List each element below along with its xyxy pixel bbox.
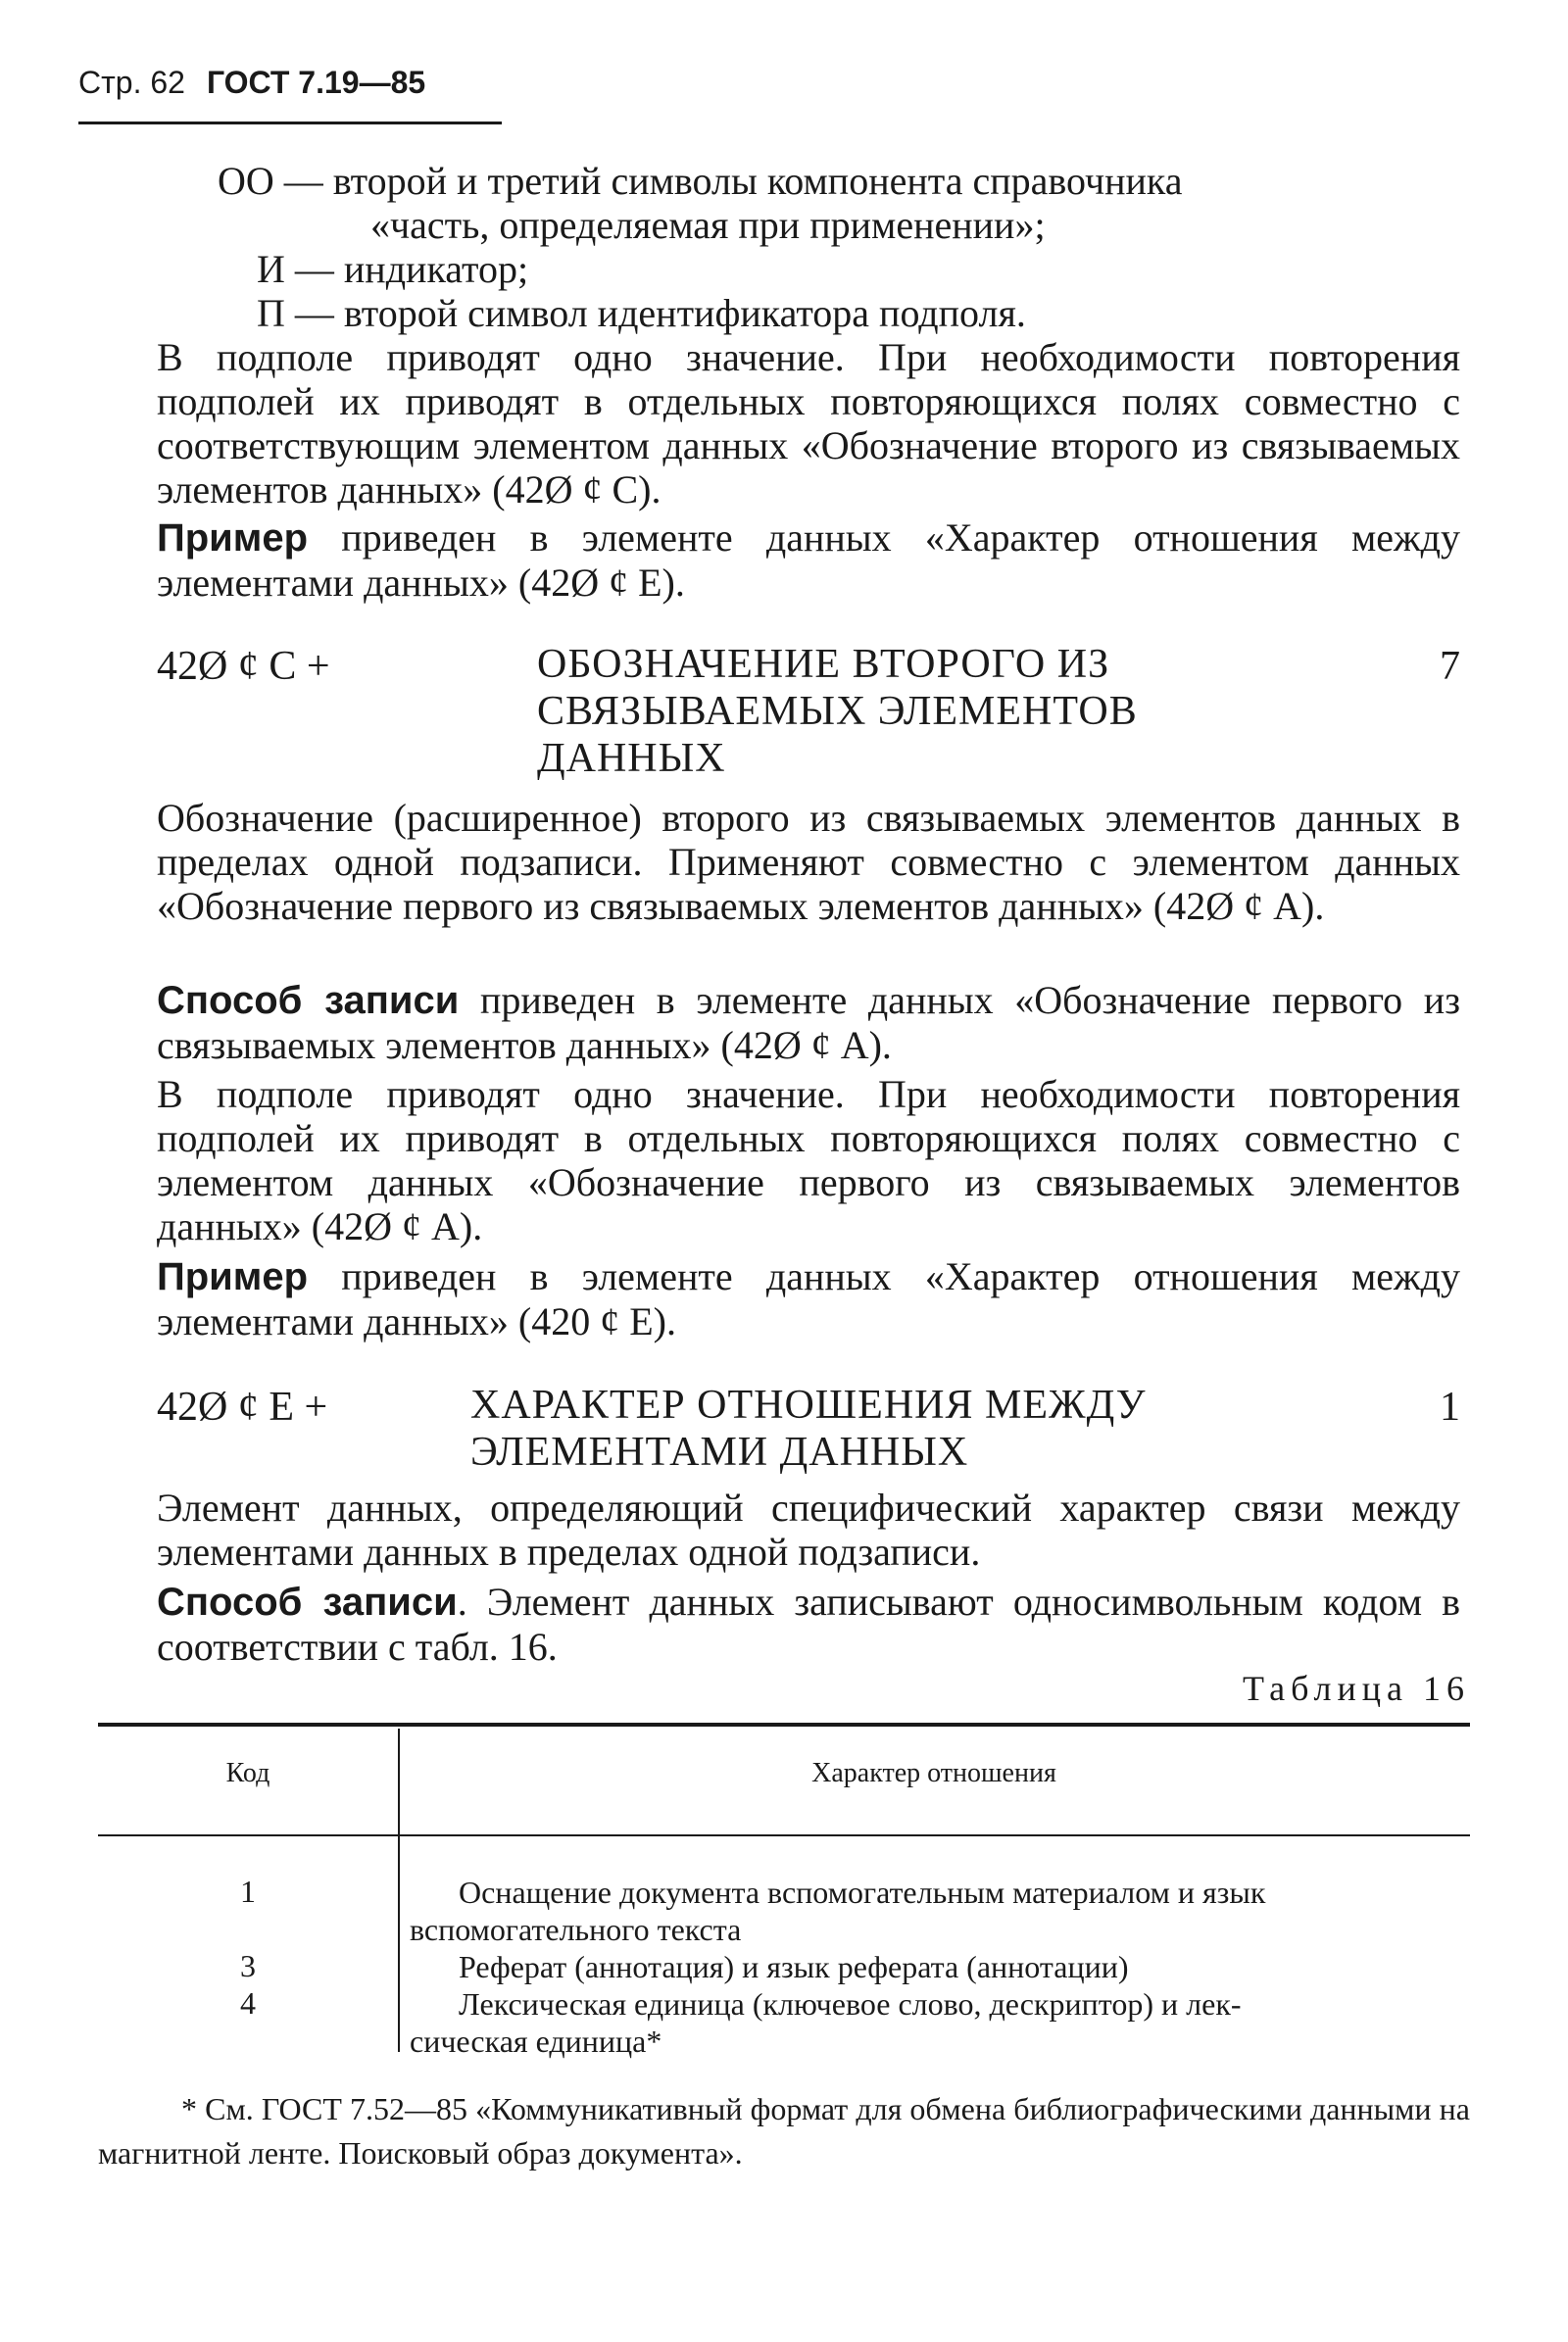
section-e-title-line: ЭЛЕМЕНТАМИ ДАННЫХ xyxy=(470,1430,969,1475)
description-line: Реферат (аннотация) и язык реферата (аннотации) xyxy=(459,1949,1129,1984)
table-header-relation: Характер отношения xyxy=(811,1758,1056,1788)
header-rule xyxy=(78,122,502,124)
recording-method-text: приведен в элементе данных «Обозначение первого из связываемых элементов данных» (42Ø ȼ А). xyxy=(157,978,1460,1067)
paragraph-repeat-note: В подполе приводят одно значение. При необходимости повторения подполей их приводят в отдельных повторяющихся полях совместно с соответствующим элементом данных «Обозначение второго из связываемых элементов данных» (42Ø ȼ С). xyxy=(157,335,1460,512)
definition-p xyxy=(257,291,1026,335)
section-e-description: Элемент данных, определяющий специфический характер связи между элементами данных в пределах одной подзаписи. xyxy=(157,1486,1460,1574)
section-c-code: 42Ø ȼ С + xyxy=(157,644,330,689)
definition-key: И xyxy=(257,247,285,291)
section-e-title xyxy=(470,1382,1147,1476)
section-c-example xyxy=(157,1254,1460,1343)
table-row-code: 1 xyxy=(240,1874,256,1909)
section-e-number: 1 xyxy=(1440,1385,1460,1430)
table-header-rule xyxy=(98,1834,1470,1836)
example-label: Пример xyxy=(157,516,309,560)
definition-key: ОО xyxy=(218,159,274,203)
page-number: Стр. 62 xyxy=(78,65,185,100)
recording-method-label: Способ записи xyxy=(157,979,460,1022)
table-caption: Таблица 16 xyxy=(1243,1669,1470,1708)
recording-method-text: . Элемент данных записывают односимвольным кодом в соответствии с табл. 16. xyxy=(157,1580,1460,1669)
table-row-code: 4 xyxy=(240,1985,256,2021)
section-c-number: 7 xyxy=(1440,644,1460,689)
section-c-recording-method xyxy=(157,978,1460,1067)
section-c-description: Обозначение (расширенное) второго из связываемых элементов данных в пределах одной подзаписи. Применяют совместно с элементом данных «Обозначение первого из связываемых элементов данных» (42Ø ȼ А). xyxy=(157,796,1460,928)
definition-key: П xyxy=(257,291,285,335)
standard-designation: ГОСТ 7.19—85 xyxy=(206,65,426,100)
section-c-title-line: СВЯЗЫВАЕМЫХ ЭЛЕМЕНТОВ xyxy=(537,689,1138,734)
table-row-description xyxy=(410,1985,1468,2060)
footnote xyxy=(98,2087,1470,2175)
definition-i xyxy=(257,247,528,291)
section-c-title xyxy=(537,641,1138,782)
definition-text: второй и третий символы компонента справочника xyxy=(332,159,1183,203)
description-line: вспомогательного текста xyxy=(410,1912,742,1947)
relation-code-table xyxy=(98,1715,1470,2059)
table-top-rule xyxy=(98,1723,1470,1727)
section-c-title-line: ОБОЗНАЧЕНИЕ ВТОРОГО ИЗ xyxy=(537,642,1110,687)
table-header-code: Код xyxy=(225,1758,270,1788)
footnote-text: * См. ГОСТ 7.52—85 «Коммуникативный формат для обмена библиографическими данными на магнитной ленте. Поисковый образ документа». xyxy=(98,2091,1470,2171)
definition-oo-continuation: «часть, определяемая при применении»; xyxy=(370,203,1046,247)
table-row-code: 3 xyxy=(240,1948,256,1983)
section-e-code: 42Ø ȼ Е + xyxy=(157,1385,328,1430)
example-label: Пример xyxy=(157,1255,309,1298)
example-text: приведен в элементе данных «Характер отношения между элементами данных» (420 ȼ Е). xyxy=(157,1254,1460,1343)
description-line: Лексическая единица (ключевое слово, дескриптор) и лек- xyxy=(459,1986,1242,2022)
paragraph-example-ref xyxy=(157,515,1460,605)
section-c-repeat-note: В подполе приводят одно значение. При необходимости повторения подполей их приводят в отдельных повторяющихся полях совместно с элементом данных «Обозначение первого из связываемых элементов данных» (42Ø ȼ А). xyxy=(157,1072,1460,1248)
section-e-recording-method xyxy=(157,1580,1460,1669)
definition-oo xyxy=(218,159,1183,203)
definition-text: второй символ идентификатора подполя. xyxy=(343,291,1026,335)
section-c-title-line: ДАННЫХ xyxy=(537,736,726,781)
section-e-title-line: ХАРАКТЕР ОТНОШЕНИЯ МЕЖДУ xyxy=(470,1383,1147,1428)
description-line: сическая единица* xyxy=(410,2024,662,2059)
definition-dash: — xyxy=(294,291,334,335)
example-text: приведен в элементе данных «Характер отношения между элементами данных» (42Ø ȼ Е). xyxy=(157,515,1460,605)
description-line: Оснащение документа вспомогательным материалом и язык xyxy=(459,1875,1266,1910)
table-row-description xyxy=(410,1948,1468,1985)
recording-method-label: Способ записи xyxy=(157,1581,458,1624)
definition-text: индикатор; xyxy=(343,247,529,291)
definition-dash: — xyxy=(283,159,323,203)
table-row-description xyxy=(410,1874,1468,1948)
definition-dash: — xyxy=(294,247,334,291)
running-header xyxy=(78,65,425,101)
